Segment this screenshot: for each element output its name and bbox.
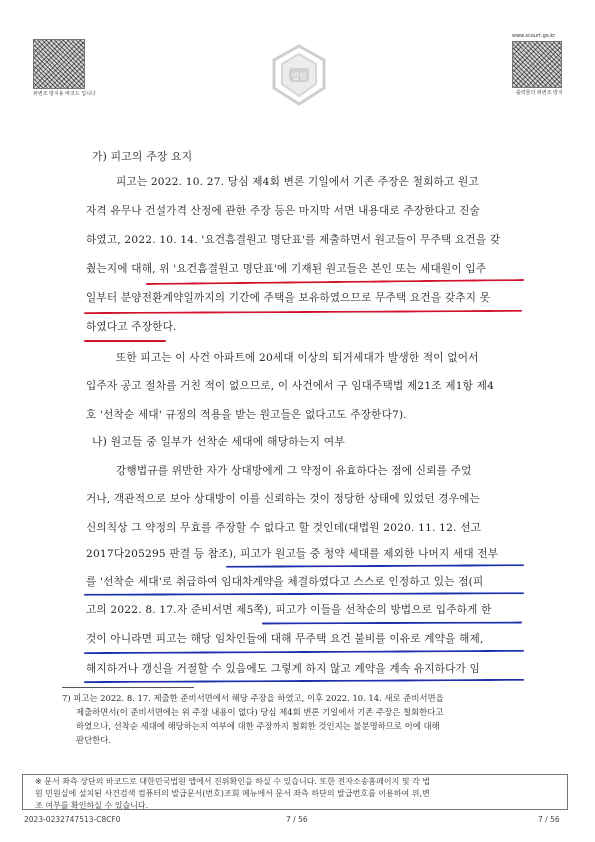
issue-number: 2023-0232747513-C8CF0 [24,815,121,824]
footnote-line: 판단한다. [76,735,112,745]
body-line: 또한 피고는 이 사건 아파트에 20세대 이상의 퇴거세대가 발생한 적이 없어서 [116,352,479,364]
body-line: 것이 아니라면 피고는 해당 임차인들에 대해 무주택 요건 불비를 이유로 계약을 해제, [86,633,484,645]
body-line: 췄는지에 대해, 위 '요건흠결원고 명단표'에 기재된 원고들은 본인 또는 세대원이 입주 [86,263,487,275]
left-barcode-caption: 위변조 방지용 바코드 입니다 [33,91,96,97]
notice-line: 조 여부를 확인하실 수 있습니다. [35,801,149,810]
seal-label: 법원 [291,72,307,81]
verification-notice [22,774,568,810]
blue-underline [84,592,524,596]
body-line: 2017다205295 판결 등 참조), 피고가 원고들 중 청약 세대를 제외한 나머지 세대 전부 [86,548,499,560]
footnote-line: 하였으나, 선착순 세대에 해당하는지 여부에 대한 주장까지 철회한 것인지는 불분명하므로 이에 대해 [76,721,440,731]
body-line: 고의 2022. 8. 17.자 준비서면 제5쪽), 피고가 이들을 선착순의 방법으로 입주하게 한 [86,604,492,616]
section-heading-b: 나) 원고들 중 일부가 선착순 세대에 해당하는지 여부 [92,435,346,448]
left-barcode [33,39,85,89]
red-underline [84,340,166,342]
blue-underline [84,650,524,654]
body-line: 호 '선착순 세대' 규정의 적용을 받는 원고들은 없다고도 주장한다7). [86,409,407,421]
right-barcode [512,41,562,88]
red-underline [84,310,522,314]
red-underline [146,279,524,285]
page-number-right: 7 / 56 [538,815,560,824]
body-line: 강행법규를 위반한 자가 상대방에게 그 약정이 유효하다는 점에 신뢰를 주었 [116,465,472,477]
body-line: 하였다고 주장한다. [86,321,177,333]
body-line: 하였고, 2022. 10. 14. '요건흠결원고 명단표'를 제출하면서 원고들이 무주택 요건을 갖 [86,234,501,246]
page-number-center: 7 / 56 [286,815,308,824]
site-url: www.scourt.go.kr [512,33,556,39]
body-line: 자격 유무나 건설가격 산정에 관한 주장 등은 마지막 서면 내용대로 주장한다고 진술 [86,205,480,217]
notice-line: ※ 문서 좌측 상단의 바코드로 대한민국법원 앱에서 진위확인을 하실 수 있습니다. 또한 전자소송홈페이지 및 각 법 [35,777,431,786]
right-barcode-caption: 출력물의 위변조 방지 [516,90,563,96]
notice-line: 원 민원실에 설치된 사건검색 컴퓨터의 발급문서(번호)조회 메뉴에서 문서 좌측 하단의 발급번호를 이용하여 위,변 [35,789,430,798]
body-line: 신의칙상 그 약정의 무효를 주장할 수 없다고 할 것인데(대법원 2020. 11. 12. 선고 [86,522,482,534]
body-line: 해지하거나 갱신을 거절할 수 있음에도 그렇게 하지 않고 계약을 계속 유지하다가 임 [86,663,480,675]
body-line: 피고는 2022. 10. 27. 당심 제4회 변론 기일에서 기존 주장은 철회하고 원고 [116,176,479,188]
body-line: 입주자 공고 절차를 거친 적이 없으므로, 이 사건에서 구 임대주택법 제21조 제1항 제4 [86,380,495,392]
court-seal-icon [262,40,336,112]
footnote-line: 제출하면서(이 준비서면에는 위 주장 내용이 없다) 당심 제4회 변론 기일에서 기존 주장은 철회한다고 [76,707,444,717]
blue-underline [84,679,524,683]
body-line: 일부터 분양전환계약일까지의 기간에 주택을 보유하였으므로 무주택 요건을 갖추지 못 [86,292,491,304]
blue-underline [226,564,524,568]
footnote-separator [62,687,194,688]
blue-underline [262,622,522,625]
section-heading-a: 가) 피고의 주장 요지 [92,150,193,163]
footnote-line: 7) 피고는 2022. 8. 17. 제출한 준비서면에서 해당 주장을 하였고, 이후 2022. 10. 14. 새로 준비서면을 [62,693,444,703]
body-line: 거나, 객관적으로 보아 상대방이 이를 신뢰하는 것이 정당한 상태에 있었던 경우에는 [86,493,480,505]
body-line: 를 '선착순 세대'로 취급하여 임대차계약을 체결하였다고 스스로 인정하고 있는 점(피 [86,576,484,588]
